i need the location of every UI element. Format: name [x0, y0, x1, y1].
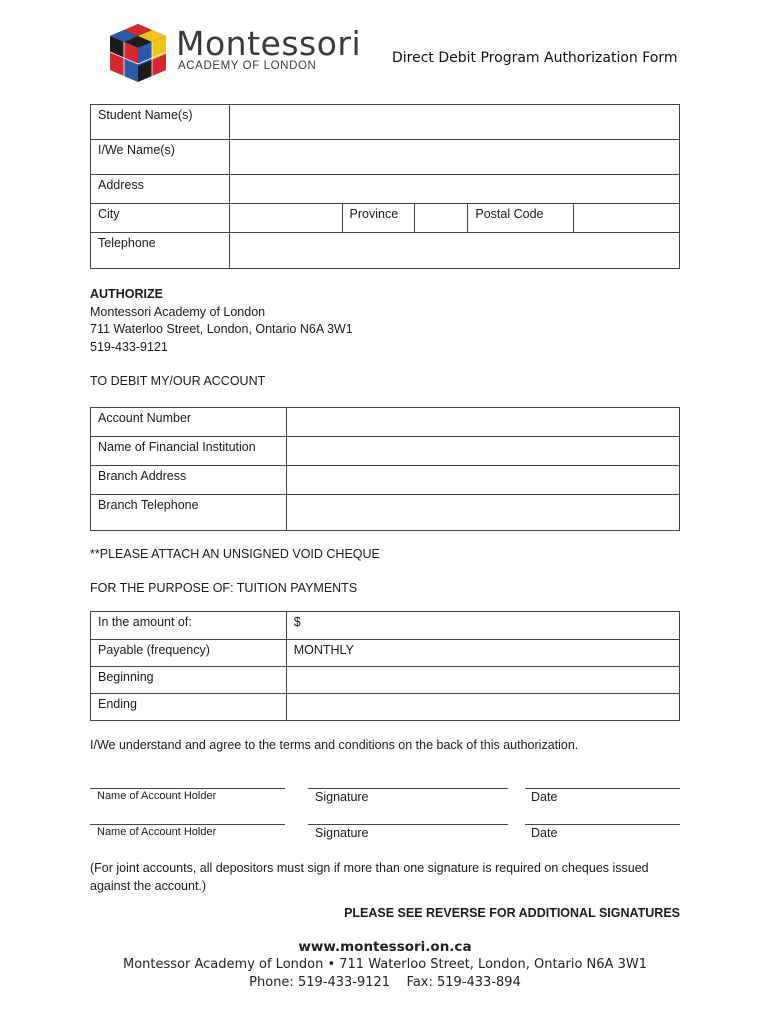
- holder-label-2: Name of Account Holder: [97, 826, 217, 838]
- montessori-logo-icon: [108, 22, 168, 84]
- date-line-2[interactable]: [525, 824, 680, 825]
- void-cheque-note: **PLEASE ATTACH AN UNSIGNED VOID CHEQUE: [90, 547, 380, 561]
- reverse-note: PLEASE SEE REVERSE FOR ADDITIONAL SIGNATURES: [344, 906, 680, 920]
- ending-label: Ending: [91, 694, 287, 721]
- account-number-label: Account Number: [91, 408, 287, 437]
- branch-address-field[interactable]: [286, 466, 679, 495]
- signature-line-2[interactable]: [308, 824, 508, 825]
- payable-field[interactable]: MONTHLY: [286, 640, 679, 667]
- date-line-1[interactable]: [525, 788, 680, 789]
- account-table: [90, 407, 680, 531]
- payable-label: Payable (frequency): [91, 640, 287, 667]
- beginning-field[interactable]: [286, 667, 679, 694]
- date-label-2: Date: [531, 826, 558, 840]
- iwe-names-label: I/We Name(s): [91, 140, 230, 175]
- form-title: Direct Debit Program Authorization Form: [392, 50, 678, 66]
- province-label: Province: [342, 204, 414, 233]
- footer-website[interactable]: www.montessori.on.ca: [298, 939, 472, 955]
- joint-accounts-note: (For joint accounts, all depositors must sign if more than one signature is required on cheques issued against the account.): [90, 861, 649, 893]
- address-label: Address: [91, 175, 230, 204]
- financial-institution-field[interactable]: [286, 437, 679, 466]
- signature-label-2: Signature: [315, 826, 369, 840]
- city-field[interactable]: [229, 204, 342, 233]
- signature-line-1[interactable]: [308, 788, 508, 789]
- holder-label-1: Name of Account Holder: [97, 790, 217, 802]
- authorize-phone: 519-433-9121: [90, 339, 168, 354]
- payment-table: [90, 611, 680, 721]
- footer-address: Montessor Academy of London • 711 Waterloo Street, London, Ontario N6A 3W1: [123, 957, 647, 972]
- authorize-street: 711 Waterloo Street, London, Ontario N6A 3W1: [90, 322, 353, 336]
- holder-line-2[interactable]: [90, 824, 285, 825]
- authorize-heading: AUTHORIZE: [90, 287, 163, 301]
- authorize-block: [90, 286, 690, 356]
- city-label: City: [91, 204, 230, 233]
- purpose-line: FOR THE PURPOSE OF: TUITION PAYMENTS: [90, 581, 358, 595]
- province-field[interactable]: [414, 204, 468, 233]
- ending-field[interactable]: [286, 694, 679, 721]
- agreement-text: I/We understand and agree to the terms and conditions on the back of this authorization.: [90, 738, 579, 752]
- amount-label: In the amount of:: [91, 612, 287, 640]
- logo-wordmark: Montessori: [176, 24, 362, 63]
- postal-code-label: Postal Code: [468, 204, 574, 233]
- authorize-org: Montessori Academy of London: [90, 304, 266, 319]
- postal-code-field[interactable]: [574, 204, 680, 233]
- branch-telephone-label: Branch Telephone: [91, 495, 287, 531]
- branch-telephone-field[interactable]: [286, 495, 679, 531]
- footer-phone-fax: Phone: 519-433-9121 Fax: 519-433-894: [249, 975, 521, 990]
- branch-address-label: Branch Address: [91, 466, 287, 495]
- account-number-field[interactable]: [286, 408, 679, 437]
- holder-line-1[interactable]: [90, 788, 285, 789]
- address-field[interactable]: [229, 175, 679, 204]
- student-info-table: [90, 104, 680, 269]
- financial-institution-label: Name of Financial Institution: [91, 437, 287, 466]
- logo-subtitle: ACADEMY OF LONDON: [178, 60, 317, 72]
- date-label-1: Date: [531, 790, 558, 804]
- telephone-field[interactable]: [229, 233, 679, 269]
- iwe-names-field[interactable]: [229, 140, 679, 175]
- debit-heading: TO DEBIT MY/OUR ACCOUNT: [90, 374, 266, 388]
- telephone-label: Telephone: [91, 233, 230, 269]
- beginning-label: Beginning: [91, 667, 287, 694]
- amount-field[interactable]: $: [286, 612, 679, 640]
- student-names-label: Student Name(s): [91, 105, 230, 140]
- student-names-field[interactable]: [229, 105, 679, 140]
- signature-label-1: Signature: [315, 790, 369, 804]
